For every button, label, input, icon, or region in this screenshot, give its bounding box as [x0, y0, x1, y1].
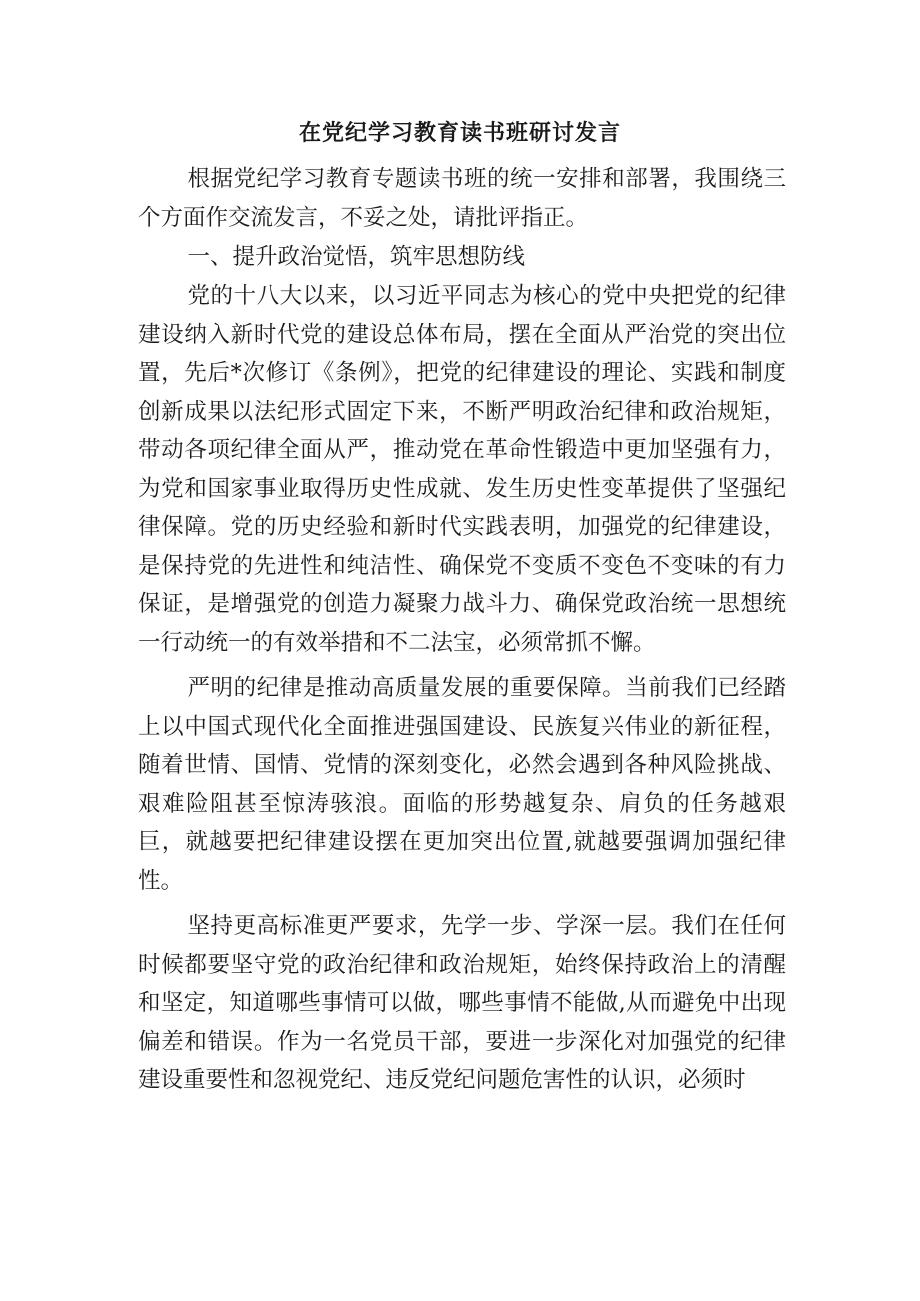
- section-heading-1: 一、提升政治觉悟，筑牢思想防线: [187, 244, 526, 270]
- body-paragraph-3: 坚持更高标准更严要求，先学一步、学深一层。我们在任何时候都要坚守党的政治纪律和政治规矩，始终保持政治上的清醒和坚定，知道哪些事情可以做，哪些事情不能做,从而避免中出现偏差和错误。作为一名党员干部，要进一步深化对加强党的纪律建设重要性和忽视党纪、违反党纪问题危害性的认识，必须时: [138, 913, 786, 1093]
- body-paragraph-2: 严明的纪律是推动高质量发展的重要保障。当前我们已经踏上以中国式现代化全面推进强国建设、民族复兴伟业的新征程，随着世情、国情、党情的深刻变化，必然会遇到各种风险挑战、艰难险阻甚至惊涛骇浪。面临的形势越复杂、肩负的任务越艰巨，就越要把纪律建设摆在更加突出位置,就越要强调加强纪律性。: [138, 675, 786, 894]
- intro-paragraph: 根据党纪学习教育专题读书班的统一安排和部署，我围绕三个方面作交流发言，不妥之处，请批评指正。: [138, 166, 786, 231]
- document-body: [138, 160, 786, 1100]
- body-paragraph-1: 党的十八大以来，以习近平同志为核心的党中央把党的纪律建设纳入新时代党的建设总体布局，摆在全面从严治党的突出位置，先后*次修订《条例》，把党的纪律建设的理论、实践和制度创新成果以法纪形式固定下来，不断严明政治纪律和政治规矩，带动各项纪律全面从严，推动党在革命性锻造中更加坚强有力，为党和国家事业取得历史性成就、发生历史性变革提供了坚强纪律保障。党的历史经验和新时代实践表明，加强党的纪律建设，是保持党的先进性和纯洁性、确保党不变质不变色不变味的有力保证，是增强党的创造力凝聚力战斗力、确保党政治统一思想统一行动统一的有效举措和不二法宝，必须常抓不懈。: [138, 283, 786, 656]
- document-title: 在党纪学习教育读书班研讨发言: [298, 120, 621, 146]
